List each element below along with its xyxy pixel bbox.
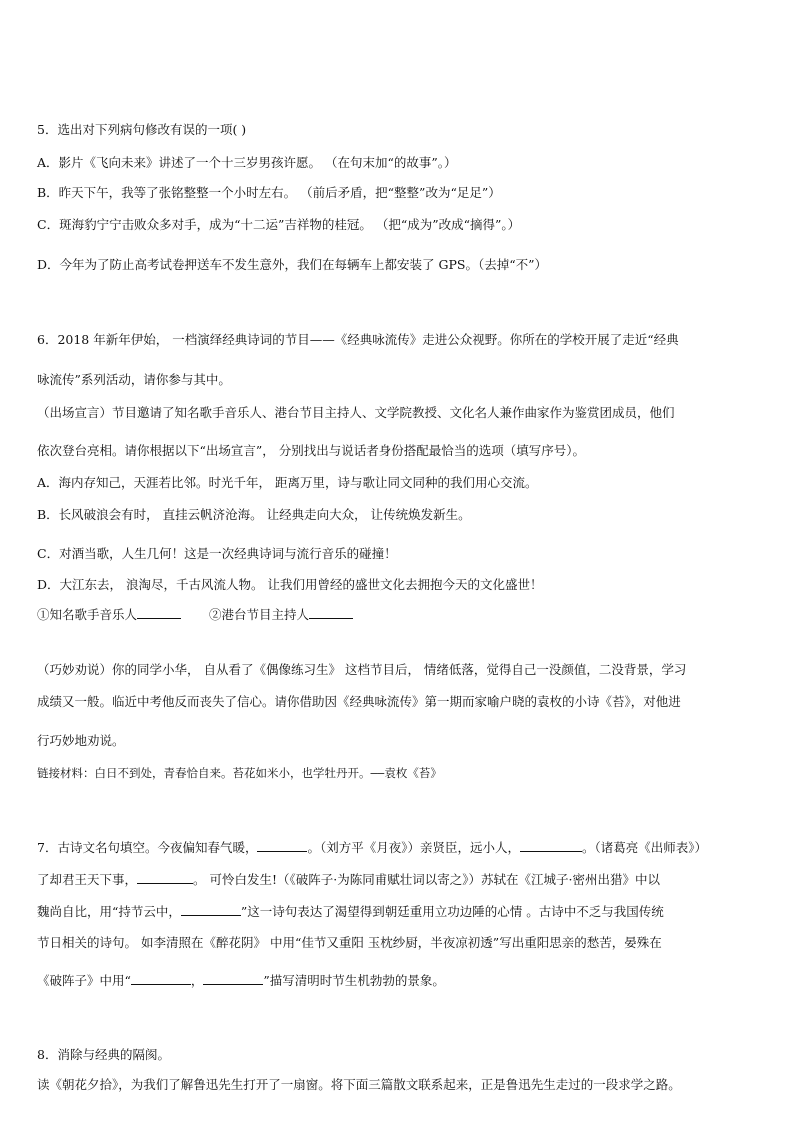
q7-l3-a: 魏尚自比，用“持节云中， bbox=[37, 904, 181, 919]
q7-l5-c: ”描写清明时节生机勃勃的景象。 bbox=[263, 973, 445, 988]
q7-l5-a: 《破阵子》中用“ bbox=[37, 973, 131, 988]
q6-fill2-label: ②港台节目主持人 bbox=[209, 607, 310, 622]
q7-l1-a: 7．古诗文名句填空。今夜偏知春气暖， bbox=[37, 840, 258, 855]
q6-link-material: 链接材料：白日不到处，青春恰自来。苔花如米小，也学牡丹开。——袁枚《苔》 bbox=[37, 766, 442, 780]
q6-option-c: C．对酒当歌，人生几何！这是一次经典诗词与流行音乐的碰撞！ bbox=[37, 546, 397, 561]
q6-fill-row bbox=[37, 605, 353, 624]
q5-option-c: C．斑海豹宁宁击败众多对手，成为“十二运”吉祥物的桂冠。 （把“成为”改成“摘得”。） bbox=[37, 217, 521, 232]
q6-option-b: B．长风破浪会有时， 直挂云帆济沧海。 让经典走向大众， 让传统焕发新生。 bbox=[37, 507, 471, 522]
q6-declaration-line2: 依次登台亮相。请你根据以下“出场宣言”， 分别找出与说话者身份搭配最恰当的选项（填写序号）。 bbox=[37, 443, 586, 458]
q7-line1 bbox=[37, 838, 707, 857]
q7-blank6[interactable] bbox=[203, 971, 263, 985]
q5-option-b: B．昨天下午，我等了张铭整整一个小时左右。 （前后矛盾，把“整整”改为“足足”） bbox=[37, 185, 501, 200]
q7-l5-b: ， bbox=[190, 973, 204, 988]
q6-fill1-label: ①知名歌手音乐人 bbox=[37, 607, 138, 622]
q7-l2-b: 。 可怜白发生!（《破阵子·为陈同甫赋壮词以寄之》）苏轼在《江城子·密州出猎》中以 bbox=[193, 872, 660, 887]
q7-line2 bbox=[37, 870, 660, 889]
q7-blank1[interactable] bbox=[257, 838, 307, 852]
q6-fill1-blank[interactable] bbox=[137, 605, 181, 619]
q5-option-d: D．今年为了防止高考试卷押送车不发生意外，我们在每辆车上都安装了 GPS。（去掉“不”） bbox=[37, 257, 547, 272]
q7-l3-b: ”这一诗句表达了渴望得到朝廷重用立功边陲的心情 。古诗中不乏与我国传统 bbox=[240, 904, 664, 919]
q8-title: 8．消除与经典的隔阂。 bbox=[37, 1047, 170, 1062]
q5-option-a: A．影片《飞向未来》讲述了一个十三岁男孩许愿。 （在句末加“的故事”。） bbox=[37, 155, 457, 170]
q7-blank2[interactable] bbox=[520, 838, 582, 852]
q7-line5 bbox=[37, 971, 445, 990]
q8-line1: 读《朝花夕拾》，为我们了解鲁迅先生打开了一扇窗。将下面三篇散文联系起来，正是鲁迅先生走过的一段求学之路。 bbox=[37, 1077, 681, 1092]
q7-blank5[interactable] bbox=[131, 971, 191, 985]
q6-persuade-line1: （巧妙劝说）你的同学小华， 自从看了《偶像练习生》 这档节目后， 情绪低落，觉得自己一没颜值，二没背景，学习 bbox=[37, 662, 687, 677]
q6-fill2-blank[interactable] bbox=[309, 605, 353, 619]
q7-l2-a: 了却君王天下事， bbox=[37, 872, 138, 887]
q6-persuade-line3: 行巧妙地劝说。 bbox=[37, 733, 125, 748]
q6-option-d: D．大江东去， 浪淘尽，千古风流人物。 让我们用曾经的盛世文化去拥抱今天的文化盛世！ bbox=[37, 577, 543, 592]
q6-option-a: A．海内存知己，天涯若比邻。时光千年， 距离万里，诗与歌让同文同种的我们用心交流。 bbox=[37, 475, 538, 490]
q7-blank4[interactable] bbox=[181, 902, 241, 916]
q7-l1-b: 。（刘方平《月夜》）亲贤臣，远小人， bbox=[307, 840, 520, 855]
q7-line4: 节日相关的诗句。 如李清照在《醉花阴》 中用“佳节又重阳 玉枕纱厨，半夜凉初透”写出重阳思亲的愁苦，晏殊在 bbox=[37, 935, 662, 950]
q5-stem: 5．选出对下列病句修改有误的一项( ) bbox=[37, 122, 247, 137]
q6-intro-line2: 咏流传”系列活动，请你参与其中。 bbox=[37, 372, 231, 387]
q6-persuade-line2: 成绩又一般。临近中考他反而丧失了信心。请你借助因《经典咏流传》第一期而家喻户晓的袁枚的小诗《苔》，对他进 bbox=[37, 694, 681, 709]
q7-blank3[interactable] bbox=[137, 870, 193, 884]
q6-declaration-line1: （出场宣言）节目邀请了知名歌手音乐人、港台节目主持人、文学院教授、文化名人兼作曲家作为鉴赏团成员，他们 bbox=[37, 405, 675, 420]
q7-l1-c: 。（诸葛亮《出师表》） bbox=[581, 840, 707, 855]
q7-line3 bbox=[37, 902, 664, 921]
q6-intro-line1: 6．2018 年新年伊始， 一档演绎经典诗词的节目——《经典咏流传》走进公众视野。你所在的学校开展了走近“经典 bbox=[37, 332, 679, 347]
